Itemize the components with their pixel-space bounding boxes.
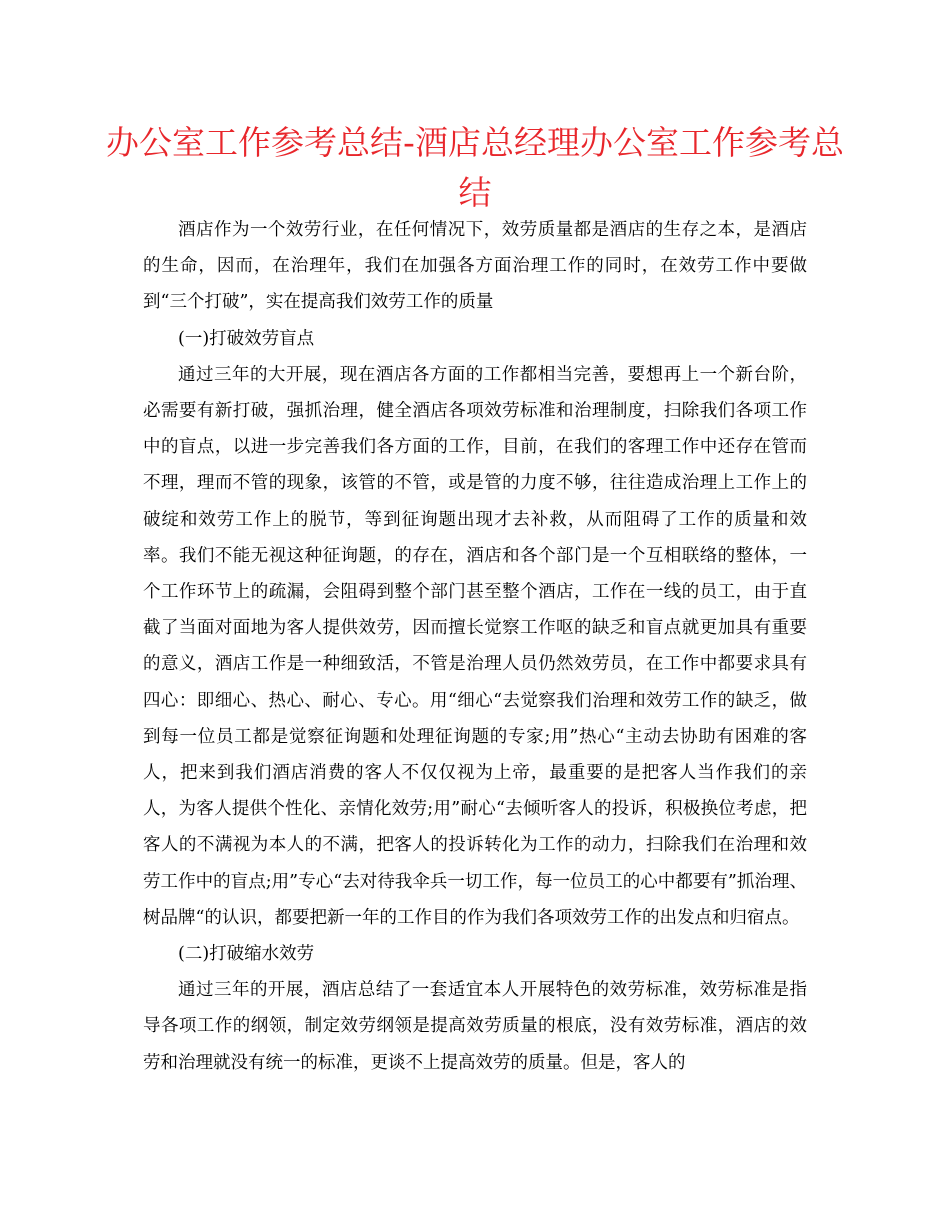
section-heading-1: (一)打破效劳盲点 (178, 328, 315, 349)
paragraph-intro: 酒店作为一个效劳行业，在任何情况下，效劳质量都是酒店的生存之本，是酒店的生命，因而，在治理年，我们在加强各方面治理工作的同时，在效劳工作中要做到“三个打破”，实在提高我们效劳工作的质量 (143, 220, 807, 313)
paragraph-section-2: 通过三年的开展，酒店总结了一套适宜本人开展特色的效劳标准，效劳标准是指导各项工作的纲领，制定效劳纲领是提高效劳质量的根底，没有效劳标准，酒店的效劳和治理就没有统一的标准，更谈不上提高效劳的质量。但是，客人的 (143, 980, 807, 1073)
document-body (143, 212, 807, 1081)
document-title: 办公室工作参考总结-酒店总经理办公室工作参考总结 (106, 123, 844, 212)
paragraph-section-1: 通过三年的大开展，现在酒店各方面的工作都相当完善，要想再上一个新台阶，必需要有新打破，强抓治理，健全酒店各项效劳标准和治理制度，扫除我们各项工作中的盲点，以进一步完善我们各方面的工作，目前，在我们的客理工作中还存在管而不理，理而不管的现象，该管的不管，或是管的力度不够，往往造成治理上工作上的破绽和效劳工作上的脱节，等到征询题出现才去补救，从而阻碍了工作的质量和效率。我们不能无视这种征询题，的存在，酒店和各个部门是一个互相联络的整体，一个工作环节上的疏漏，会阻碍到整个部门甚至整个酒店，工作在一线的员工，由于直截了当面对面地为客人提供效劳，因而擅长觉察工作呕的缺乏和盲点就更加具有重要的意义，酒店工作是一种细致活，不管是治理人员仍然效劳员，在工作中都要求具有四心：即细心、热心、耐心、专心。用“细心“去觉察我们治理和效劳工作的缺乏，做到每一位员工都是觉察征询题和处理征询题的专家;用”热心“主动去协助有困难的客人，把来到我们酒店消费的客人不仅仅视为上帝，最重要的是把客人当作我们的亲人，为客人提供个性化、亲情化效劳;用”耐心“去倾听客人的投诉，积极换位考虑，把客人的不满视为本人的不满，把客人的投诉转化为工作的动力，扫除我们在治理和效劳工作中的盲点;用”专心“去对待我伞兵一切工作，每一位员工的心中都要有”抓治理、树品牌“的认识，都要把新一年的工作目的作为我们各项效劳工作的出发点和归宿点。 (143, 364, 807, 928)
section-heading-2: (二)打破缩水效劳 (178, 944, 315, 965)
